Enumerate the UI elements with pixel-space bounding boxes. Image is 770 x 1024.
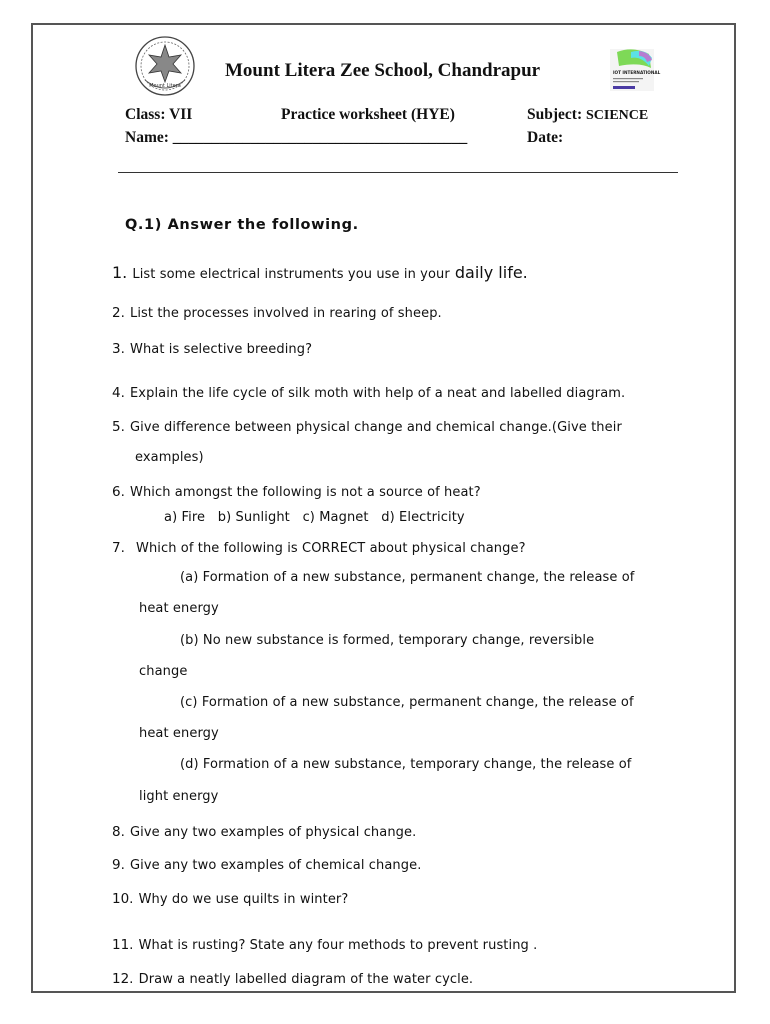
subject-label-text: Subject: xyxy=(527,106,583,123)
question-number: 1. xyxy=(112,263,128,282)
question-number: 7. xyxy=(112,540,125,556)
header-divider xyxy=(118,172,678,173)
question-4 xyxy=(112,382,625,401)
question-text-large: daily life. xyxy=(454,263,528,282)
q7-option-c-cont: heat energy xyxy=(139,726,219,741)
question-text: What is selective breeding? xyxy=(129,342,313,357)
name-field[interactable]: Name: ______________________________________ xyxy=(125,129,468,146)
question-number: 3. xyxy=(112,341,125,357)
school-logo xyxy=(131,36,199,98)
question-12 xyxy=(112,968,473,987)
date-field[interactable]: Date: xyxy=(527,129,564,146)
question-11 xyxy=(112,934,537,953)
q7-option-d: (d) Formation of a new substance, temporary change, the release of xyxy=(180,757,632,772)
q7-option-b: (b) No new substance is formed, temporary change, reversible xyxy=(180,633,595,648)
subject-label xyxy=(527,106,648,124)
question-number: 4. xyxy=(112,385,125,401)
question-text: Give difference between physical change and chemical change.(Give their xyxy=(129,420,622,435)
q7-option-a: (a) Formation of a new substance, permanent change, the release of xyxy=(180,570,635,585)
question-5 xyxy=(112,416,622,435)
worksheet-title: Practice worksheet (HYE) xyxy=(281,106,455,123)
question-text: Draw a neatly labelled diagram of the water cycle. xyxy=(138,972,474,987)
question-6 xyxy=(112,481,481,500)
question-1 xyxy=(112,263,528,282)
question-number: 9. xyxy=(112,857,125,873)
question-text: List some electrical instruments you use in your xyxy=(132,267,450,282)
question-6-options: a) Fire b) Sunlight c) Magnet d) Electricity xyxy=(164,510,465,525)
worksheet-page xyxy=(31,23,736,993)
question-text: Which amongst the following is not a source of heat? xyxy=(129,485,481,500)
question-text: What is rusting? State any four methods to prevent rusting . xyxy=(138,938,538,953)
class-label: Class: VII xyxy=(125,106,193,123)
svg-text:IOT INTERNATIONAL: IOT INTERNATIONAL xyxy=(613,70,661,75)
question-3 xyxy=(112,338,312,357)
subject-value: SCIENCE xyxy=(585,108,649,123)
question-text: Which of the following is CORRECT about physical change? xyxy=(135,541,526,556)
question-text: Explain the life cycle of silk moth with help of a neat and labelled diagram. xyxy=(129,386,626,401)
question-2 xyxy=(112,302,442,321)
question-5-continuation: examples) xyxy=(135,450,204,465)
question-8 xyxy=(112,821,416,840)
question-number: 2. xyxy=(112,305,125,321)
q7-option-b-cont: change xyxy=(139,664,188,679)
question-9 xyxy=(112,854,421,873)
question-text: Give any two examples of chemical change. xyxy=(129,858,422,873)
question-number: 10. xyxy=(112,891,134,907)
q7-option-d-cont: light energy xyxy=(139,789,219,804)
question-number: 5. xyxy=(112,419,125,435)
svg-text:Mount Litera: Mount Litera xyxy=(149,83,181,89)
section-heading: Q.1) Answer the following. xyxy=(125,217,359,233)
question-text: Why do we use quilts in winter? xyxy=(138,892,349,907)
question-7 xyxy=(112,537,526,556)
question-text: List the processes involved in rearing of sheep. xyxy=(129,306,442,321)
school-name: Mount Litera Zee School, Chandrapur xyxy=(225,60,541,81)
international-logo xyxy=(609,48,661,92)
question-number: 6. xyxy=(112,484,125,500)
question-number: 8. xyxy=(112,824,125,840)
q7-option-c: (c) Formation of a new substance, permanent change, the release of xyxy=(180,695,634,710)
question-text: Give any two examples of physical change. xyxy=(129,825,417,840)
question-number: 12. xyxy=(112,971,134,987)
question-number: 11. xyxy=(112,937,134,953)
q7-option-a-cont: heat energy xyxy=(139,601,219,616)
question-10 xyxy=(112,888,348,907)
